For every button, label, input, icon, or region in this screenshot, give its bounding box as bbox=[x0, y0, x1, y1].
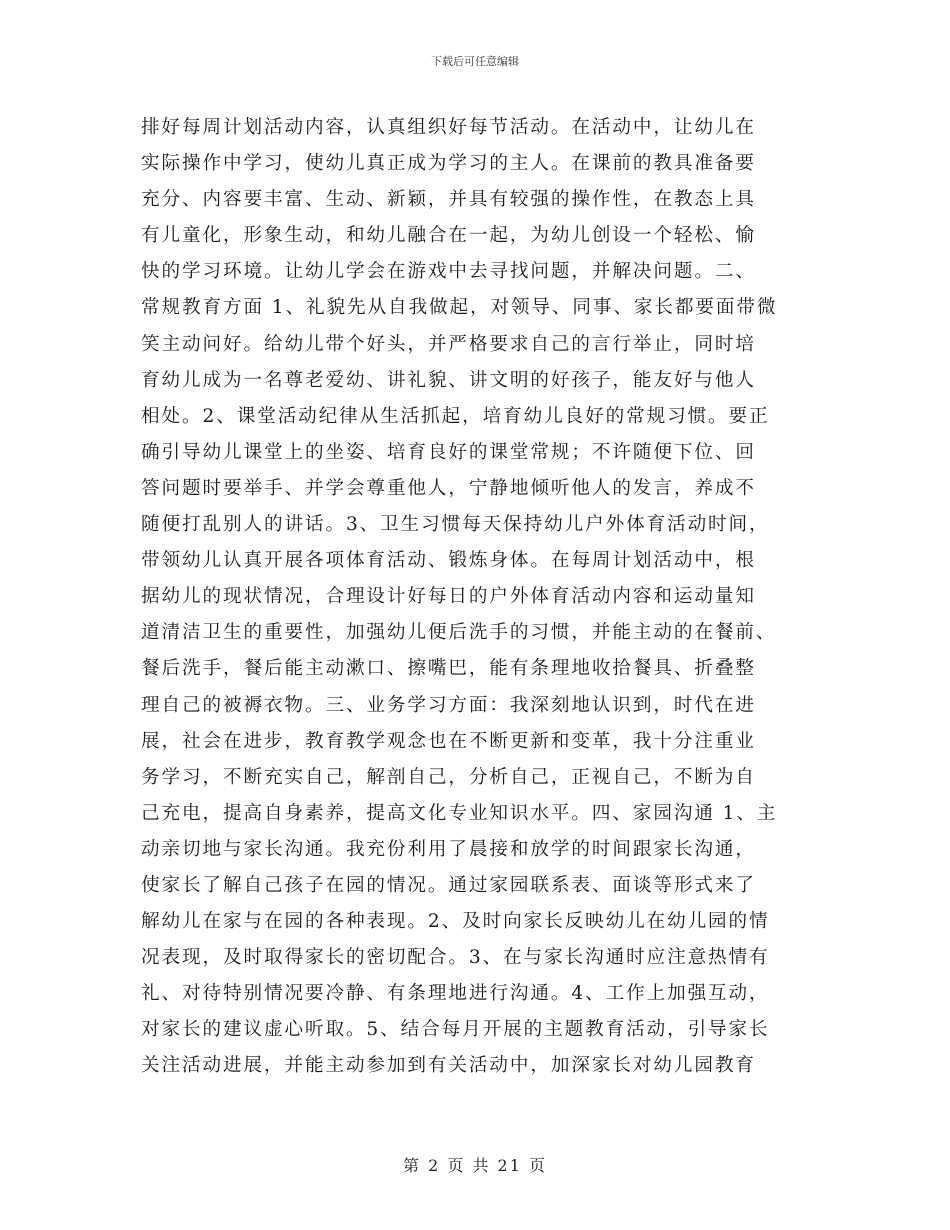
body-line: 动亲切地与家长沟通。我充份利用了晨接和放学的时间跟家长沟通， bbox=[141, 838, 756, 860]
document-body bbox=[141, 110, 813, 1085]
body-line: 务学习，不断充实自己，解剖自己，分析自己，正视自己，不断为自 bbox=[141, 766, 756, 788]
body-line: 理自己的被褥衣物。三、业务学习方面：我深刻地认识到，时代在进 bbox=[141, 694, 756, 716]
body-line: 常规教育方面 1、礼貌先从自我做起，对领导、同事、家长都要面带微 bbox=[141, 297, 778, 319]
body-line: 况表现，及时取得家长的密切配合。3、在与家长沟通时应注意热情有 bbox=[141, 947, 770, 969]
page-number-footer: 第 2 页 共 21 页 bbox=[403, 1156, 547, 1175]
body-line: 解幼儿在家与在园的各种表现。2、及时向家长反映幼儿在幼儿园的情 bbox=[141, 911, 770, 933]
body-line: 道清洁卫生的重要性，加强幼儿便后洗手的习惯，并能主动的在餐前、 bbox=[141, 622, 777, 644]
body-line: 据幼儿的现状情况，合理设计好每日的户外体育活动内容和运动量知 bbox=[141, 586, 756, 608]
body-line: 餐后洗手，餐后能主动漱口、擦嘴巴，能有条理地收拾餐具、折叠整 bbox=[141, 658, 756, 680]
body-line: 随便打乱别人的讲话。3、卫生习惯每天保持幼儿户外体育活动时间， bbox=[141, 514, 770, 536]
page-header-note: 下载后可任意编辑 bbox=[431, 55, 519, 68]
body-line: 答问题时要举手、并学会尊重他人，宁静地倾听他人的发言，养成不 bbox=[141, 477, 756, 499]
body-line: 使家长了解自己孩子在园的情况。通过家园联系表、面谈等形式来了 bbox=[141, 874, 756, 896]
body-line: 展，社会在进步，教育教学观念也在不断更新和变革，我十分注重业 bbox=[141, 730, 756, 752]
body-line: 相处。2、课堂活动纪律从生活抓起，培育幼儿良好的常规习惯。要正 bbox=[141, 405, 770, 427]
body-line: 确引导幼儿课堂上的坐姿、培育良好的课堂常规；不许随便下位、回 bbox=[141, 441, 756, 463]
body-line: 带领幼儿认真开展各项体育活动、锻炼身体。在每周计划活动中，根 bbox=[141, 550, 756, 572]
body-line: 关注活动进展，并能主动参加到有关活动中，加深家长对幼儿园教育 bbox=[141, 1055, 756, 1077]
body-line: 实际操作中学习，使幼儿真正成为学习的主人。在课前的教具准备要 bbox=[141, 153, 756, 175]
body-line: 有儿童化，形象生动，和幼儿融合在一起，为幼儿创设一个轻松、愉 bbox=[141, 225, 756, 247]
body-line: 快的学习环境。让幼儿学会在游戏中去寻找问题，并解决问题。二、 bbox=[141, 261, 756, 283]
body-line: 礼、对待特别情况要冷静、有条理地进行沟通。4、工作上加强互动， bbox=[141, 983, 770, 1005]
body-line: 充分、内容要丰富、生动、新颖，并具有较强的操作性，在教态上具 bbox=[141, 189, 756, 211]
body-line: 笑主动问好。给幼儿带个好头，并严格要求自己的言行举止，同时培 bbox=[141, 333, 756, 355]
body-line: 育幼儿成为一名尊老爱幼、讲礼貌、讲文明的好孩子，能友好与他人 bbox=[141, 369, 756, 391]
body-line: 己充电，提高自身素养，提高文化专业知识水平。四、家园沟通 1、主 bbox=[141, 802, 778, 824]
body-line: 排好每周计划活动内容，认真组织好每节活动。在活动中，让幼儿在 bbox=[141, 117, 756, 138]
body-line: 对家长的建议虚心听取。5、结合每月开展的主题教育活动，引导家长 bbox=[141, 1019, 770, 1041]
